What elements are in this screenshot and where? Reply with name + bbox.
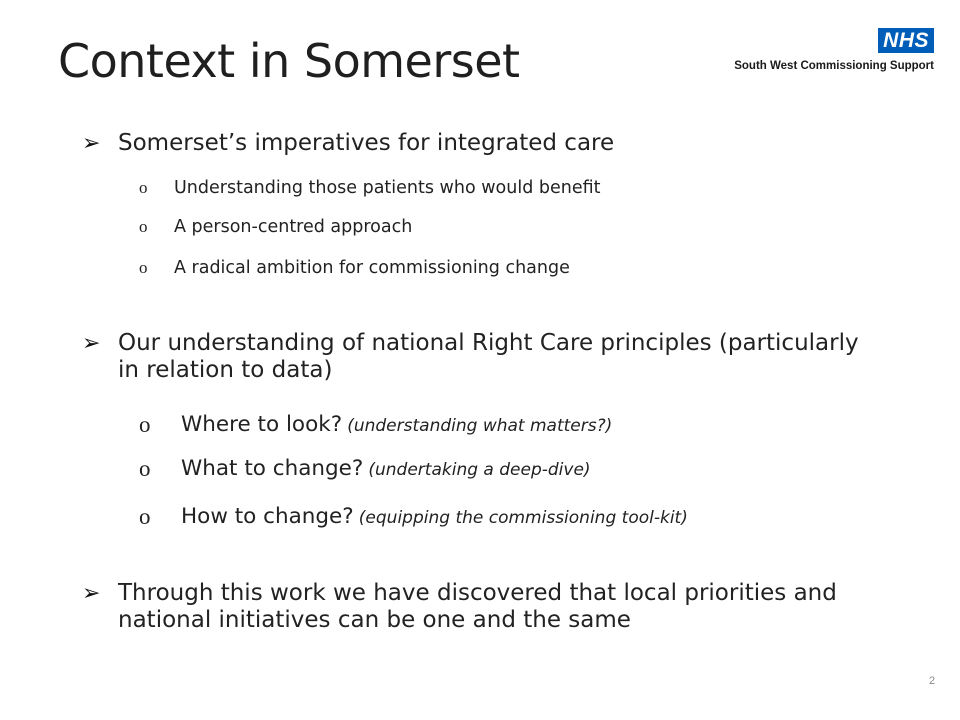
sub-bullet-note: (equipping the commissioning tool-kit) <box>358 508 688 528</box>
sub-bullet-item <box>139 455 591 484</box>
sub-bullet-text: A person-centred approach <box>174 217 413 237</box>
arrow-bullet-icon: ➢ <box>82 131 101 156</box>
page-number: 2 <box>929 675 936 687</box>
arrow-bullet-icon: ➢ <box>82 581 101 606</box>
sub-bullet-note: (undertaking a deep-dive) <box>368 460 591 480</box>
sub-bullet-item <box>139 257 570 279</box>
circle-bullet-icon: o <box>139 412 151 437</box>
circle-bullet-icon: o <box>139 504 151 529</box>
sub-bullet-text: Understanding those patients who would benefit <box>174 178 601 198</box>
sub-bullet-text: What to change? <box>181 456 364 481</box>
circle-bullet-icon: o <box>139 217 148 236</box>
nhs-badge: NHS <box>878 28 934 53</box>
sub-bullet-text: A radical ambition for commissioning change <box>174 258 570 278</box>
bullet-item <box>82 130 882 157</box>
bullet-text: Somerset’s imperatives for integrated care <box>118 130 615 156</box>
logo-subtitle: South West Commissioning Support <box>734 60 934 72</box>
bullet-item <box>82 330 882 384</box>
bullet-text: Through this work we have discovered that local priorities and national initiatives can be one and the same <box>118 580 837 633</box>
sub-bullet-item <box>139 177 601 199</box>
circle-bullet-icon: o <box>139 178 148 197</box>
sub-bullet-text: How to change? <box>181 504 354 529</box>
sub-bullet-item <box>139 216 412 238</box>
circle-bullet-icon: o <box>139 456 151 481</box>
circle-bullet-icon: o <box>139 258 148 277</box>
sub-bullet-text: Where to look? <box>181 412 343 437</box>
arrow-bullet-icon: ➢ <box>82 331 101 356</box>
nhs-logo <box>722 28 934 78</box>
slide-title: Context in Somerset <box>58 34 520 88</box>
sub-bullet-note: (understanding what matters?) <box>347 416 613 436</box>
sub-bullet-item <box>139 411 612 440</box>
bullet-text: Our understanding of national Right Care principles (particularly in relation to data) <box>118 330 859 383</box>
sub-bullet-item <box>139 503 688 532</box>
bullet-item <box>82 580 882 634</box>
